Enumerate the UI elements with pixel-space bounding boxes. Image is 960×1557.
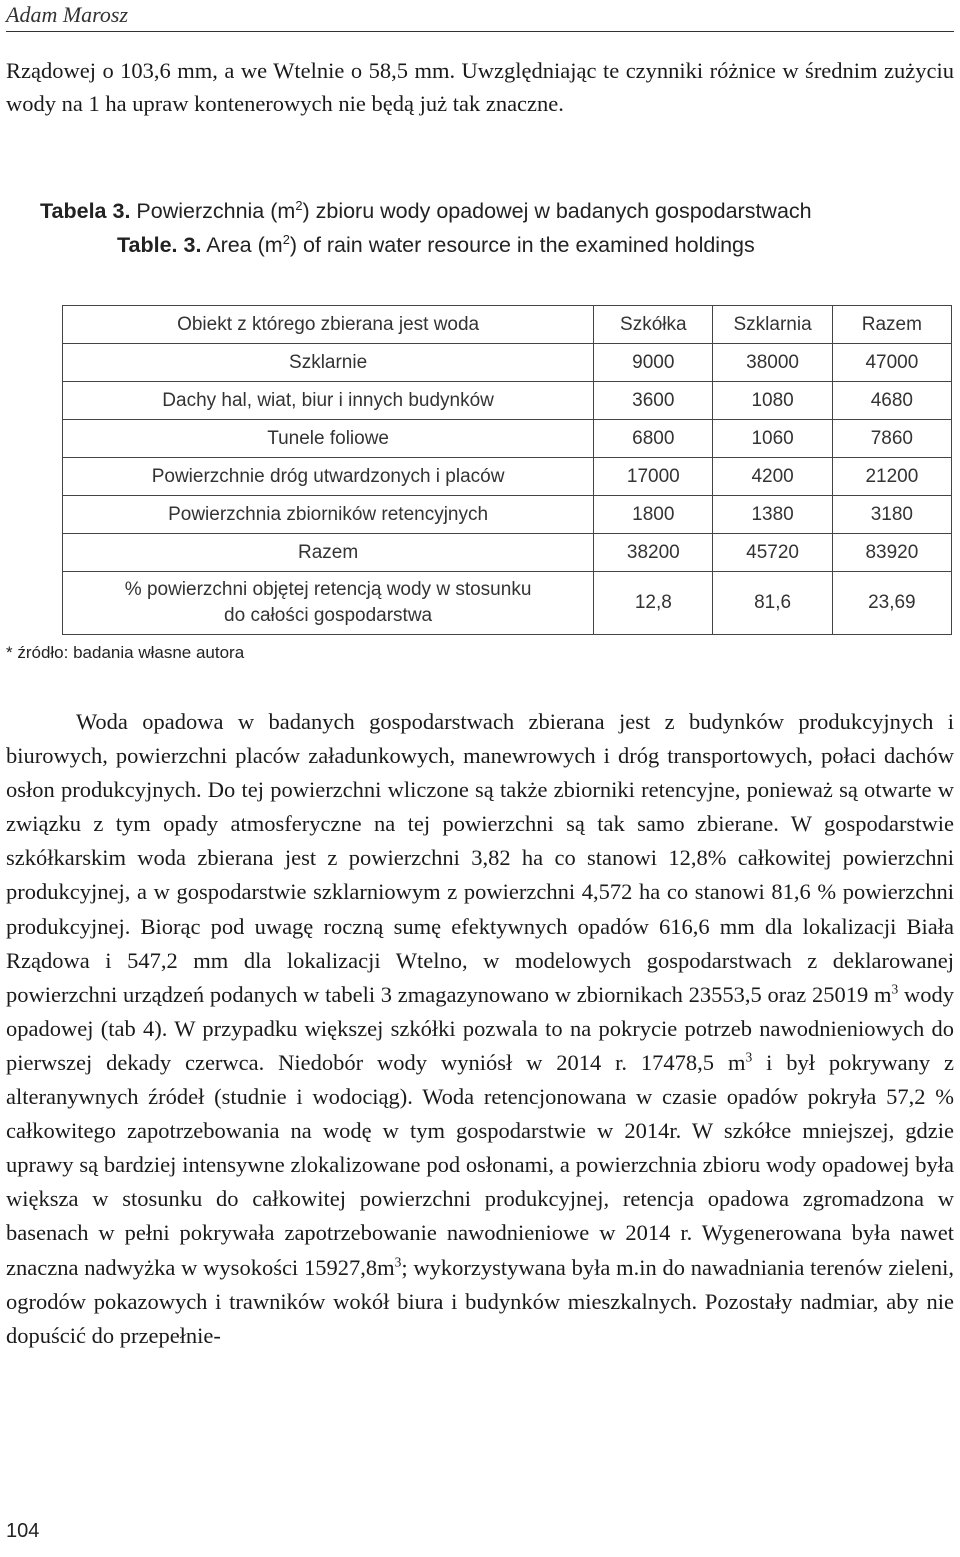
table-caption-polish bbox=[40, 194, 940, 228]
table-header-row bbox=[63, 306, 952, 344]
table-source-note: * źródło: badania własne autora bbox=[6, 643, 245, 662]
cell-nursery: 6800 bbox=[594, 420, 713, 458]
row-label: Dachy hal, wiat, biur i innych budynków bbox=[63, 382, 594, 420]
cell-nursery: 17000 bbox=[594, 458, 713, 496]
body-sup1: 3 bbox=[891, 981, 899, 997]
body-sup2: 3 bbox=[745, 1049, 753, 1065]
header-cell-object: Obiekt z którego zbierana jest woda bbox=[63, 306, 594, 344]
cell-nursery: 3600 bbox=[594, 382, 713, 420]
table-row bbox=[63, 344, 952, 382]
cell-total: 23,69 bbox=[832, 572, 951, 635]
caption-text-en-after: ) of rain water resource in the examined holdings bbox=[289, 233, 755, 257]
table-caption-english bbox=[117, 228, 960, 262]
table-row bbox=[63, 496, 952, 534]
row-label: Szklarnie bbox=[63, 344, 594, 382]
body-text-part1: Woda opadowa w badanych gospodarstwach zbierana jest z budynków produkcyjnych i biurowych, powierzchni placów załadunkowych, manewrowych i dróg transportowych, połaci dachów osłon produkcyjnych. Do tej powierzchni wliczone są także zbiorniki retencyjne, ponieważ są otwarte w związku z tym opady atmosferyczne na tej powierzchni są tak samo zbierane. W gospodarstwie szkółkarskim woda zbierana jest z powierzchni 3,82 ha co stanowi 12,8% całkowitej powierzchni produkcyjnej, a w gospodarstwie szklarniowym z powierzchni 4,572 ha co stanowi 81,6 % powierzchni produkcyjnej. Biorąc pod uwagę roczną sumę efektywnych opadów 616,6 mm dla lokalizacji Biała Rządowa i 547,2 mm dla lokalizacji Wtelno, w modelowych gospodarstwach z deklarowanej powierzchni urządzeń podanych w tabeli 3 zmagazynowano w zbiornikach 23553,5 oraz 25019 m bbox=[6, 709, 954, 1007]
body-text-part4: ; wykorzystywana była m.in do nawadniania terenów zieleni, ogrodów pokazowych i trawników wokół biura i budynków mieszkalnych. Pozostały nadmiar, aby nie dopuścić do przepełnie- bbox=[6, 1254, 955, 1348]
cell-total: 3180 bbox=[832, 496, 951, 534]
cell-nursery: 12,8 bbox=[594, 572, 713, 635]
header-cell-greenhouse: Szklarnia bbox=[713, 306, 832, 344]
row-label: Razem bbox=[63, 534, 594, 572]
table-row bbox=[63, 382, 952, 420]
caption-label-pl: Tabela 3. bbox=[40, 199, 131, 223]
table-percent-row bbox=[63, 572, 952, 635]
cell-greenhouse: 1380 bbox=[713, 496, 832, 534]
cell-nursery: 9000 bbox=[594, 344, 713, 382]
body-sup3: 3 bbox=[394, 1254, 402, 1269]
caption-label-en: Table. 3. bbox=[117, 233, 202, 257]
cell-total: 47000 bbox=[832, 344, 951, 382]
cell-greenhouse: 1080 bbox=[713, 382, 832, 420]
table-row bbox=[63, 458, 952, 496]
row-label-percent-line2: do całości gospodarstwa bbox=[224, 605, 433, 626]
rainwater-area-table bbox=[62, 305, 952, 635]
page-number: 104 bbox=[6, 1520, 40, 1542]
cell-nursery: 38200 bbox=[594, 534, 713, 572]
row-label: Tunele foliowe bbox=[63, 420, 594, 458]
header-cell-nursery: Szkółka bbox=[594, 306, 713, 344]
row-label: Powierzchnia zbiorników retencyjnych bbox=[63, 496, 594, 534]
cell-greenhouse: 81,6 bbox=[713, 572, 832, 635]
cell-total: 83920 bbox=[832, 534, 951, 572]
cell-greenhouse: 1060 bbox=[713, 420, 832, 458]
table-row bbox=[63, 420, 952, 458]
row-label-percent-line1: % powierzchni objętej retencją wody w stosunku bbox=[124, 579, 532, 600]
body-text-part3: i był pokrywany z alteranywnych źródeł (studnie i wodociąg). Woda retencjonowana w czasie opadów pokryła 57,2 % całkowitego zapotrzebowania na wodę w tym gospodarstwie w 2014r. W szkółce mniejszej, gdzie uprawy są bardziej intensywne zlokalizowane pod osłonami, a powierzchnia zbioru wody opadowej była większa w stosunku do całkowitej powierzchni produkcyjnej, retencja opadowa zgromadzona w basenach w pełni pokrywała zapotrzebowanie nawodnieniowe w 2014 r. Wygenerowana była nawet znaczna nadwyżka w wysokości 15927,8m bbox=[6, 1049, 955, 1280]
table-total-row bbox=[63, 534, 952, 572]
caption-text-en-before: Area (m bbox=[201, 233, 283, 257]
header-divider bbox=[6, 31, 954, 32]
cell-greenhouse: 38000 bbox=[713, 344, 832, 382]
cell-nursery: 1800 bbox=[594, 496, 713, 534]
cell-greenhouse: 45720 bbox=[713, 534, 832, 572]
intro-paragraph: Rządowej o 103,6 mm, a we Wtelnie o 58,5 mm. Uwzględniając te czynniki różnice w średnim zużyciu wody na 1 ha upraw kontenerowych nie będą już tak znaczne. bbox=[6, 58, 954, 116]
running-header-author: Adam Marosz bbox=[6, 2, 129, 27]
cell-total: 21200 bbox=[832, 458, 951, 496]
caption-text-pl-after: ) zbioru wody opadowej w badanych gospodarstwach bbox=[302, 199, 812, 223]
body-paragraph bbox=[6, 705, 954, 1353]
row-label-percent bbox=[63, 572, 594, 635]
cell-greenhouse: 4200 bbox=[713, 458, 832, 496]
body-text-part2: wody opadowej (tab 4). W przypadku większej szkółki pozwala to na pokrycie potrzeb nawodnieniowych do pierwszej dekady czerwca. Niedobór wody wyniósł w 2014 r. 17478,5 m bbox=[6, 981, 954, 1075]
header-cell-total: Razem bbox=[832, 306, 951, 344]
cell-total: 7860 bbox=[832, 420, 951, 458]
caption-sup-pl: 2 bbox=[295, 197, 303, 213]
row-label: Powierzchnie dróg utwardzonych i placów bbox=[63, 458, 594, 496]
cell-total: 4680 bbox=[832, 382, 951, 420]
caption-text-pl-before: Powierzchnia (m bbox=[130, 199, 296, 223]
caption-sup-en: 2 bbox=[282, 231, 290, 247]
